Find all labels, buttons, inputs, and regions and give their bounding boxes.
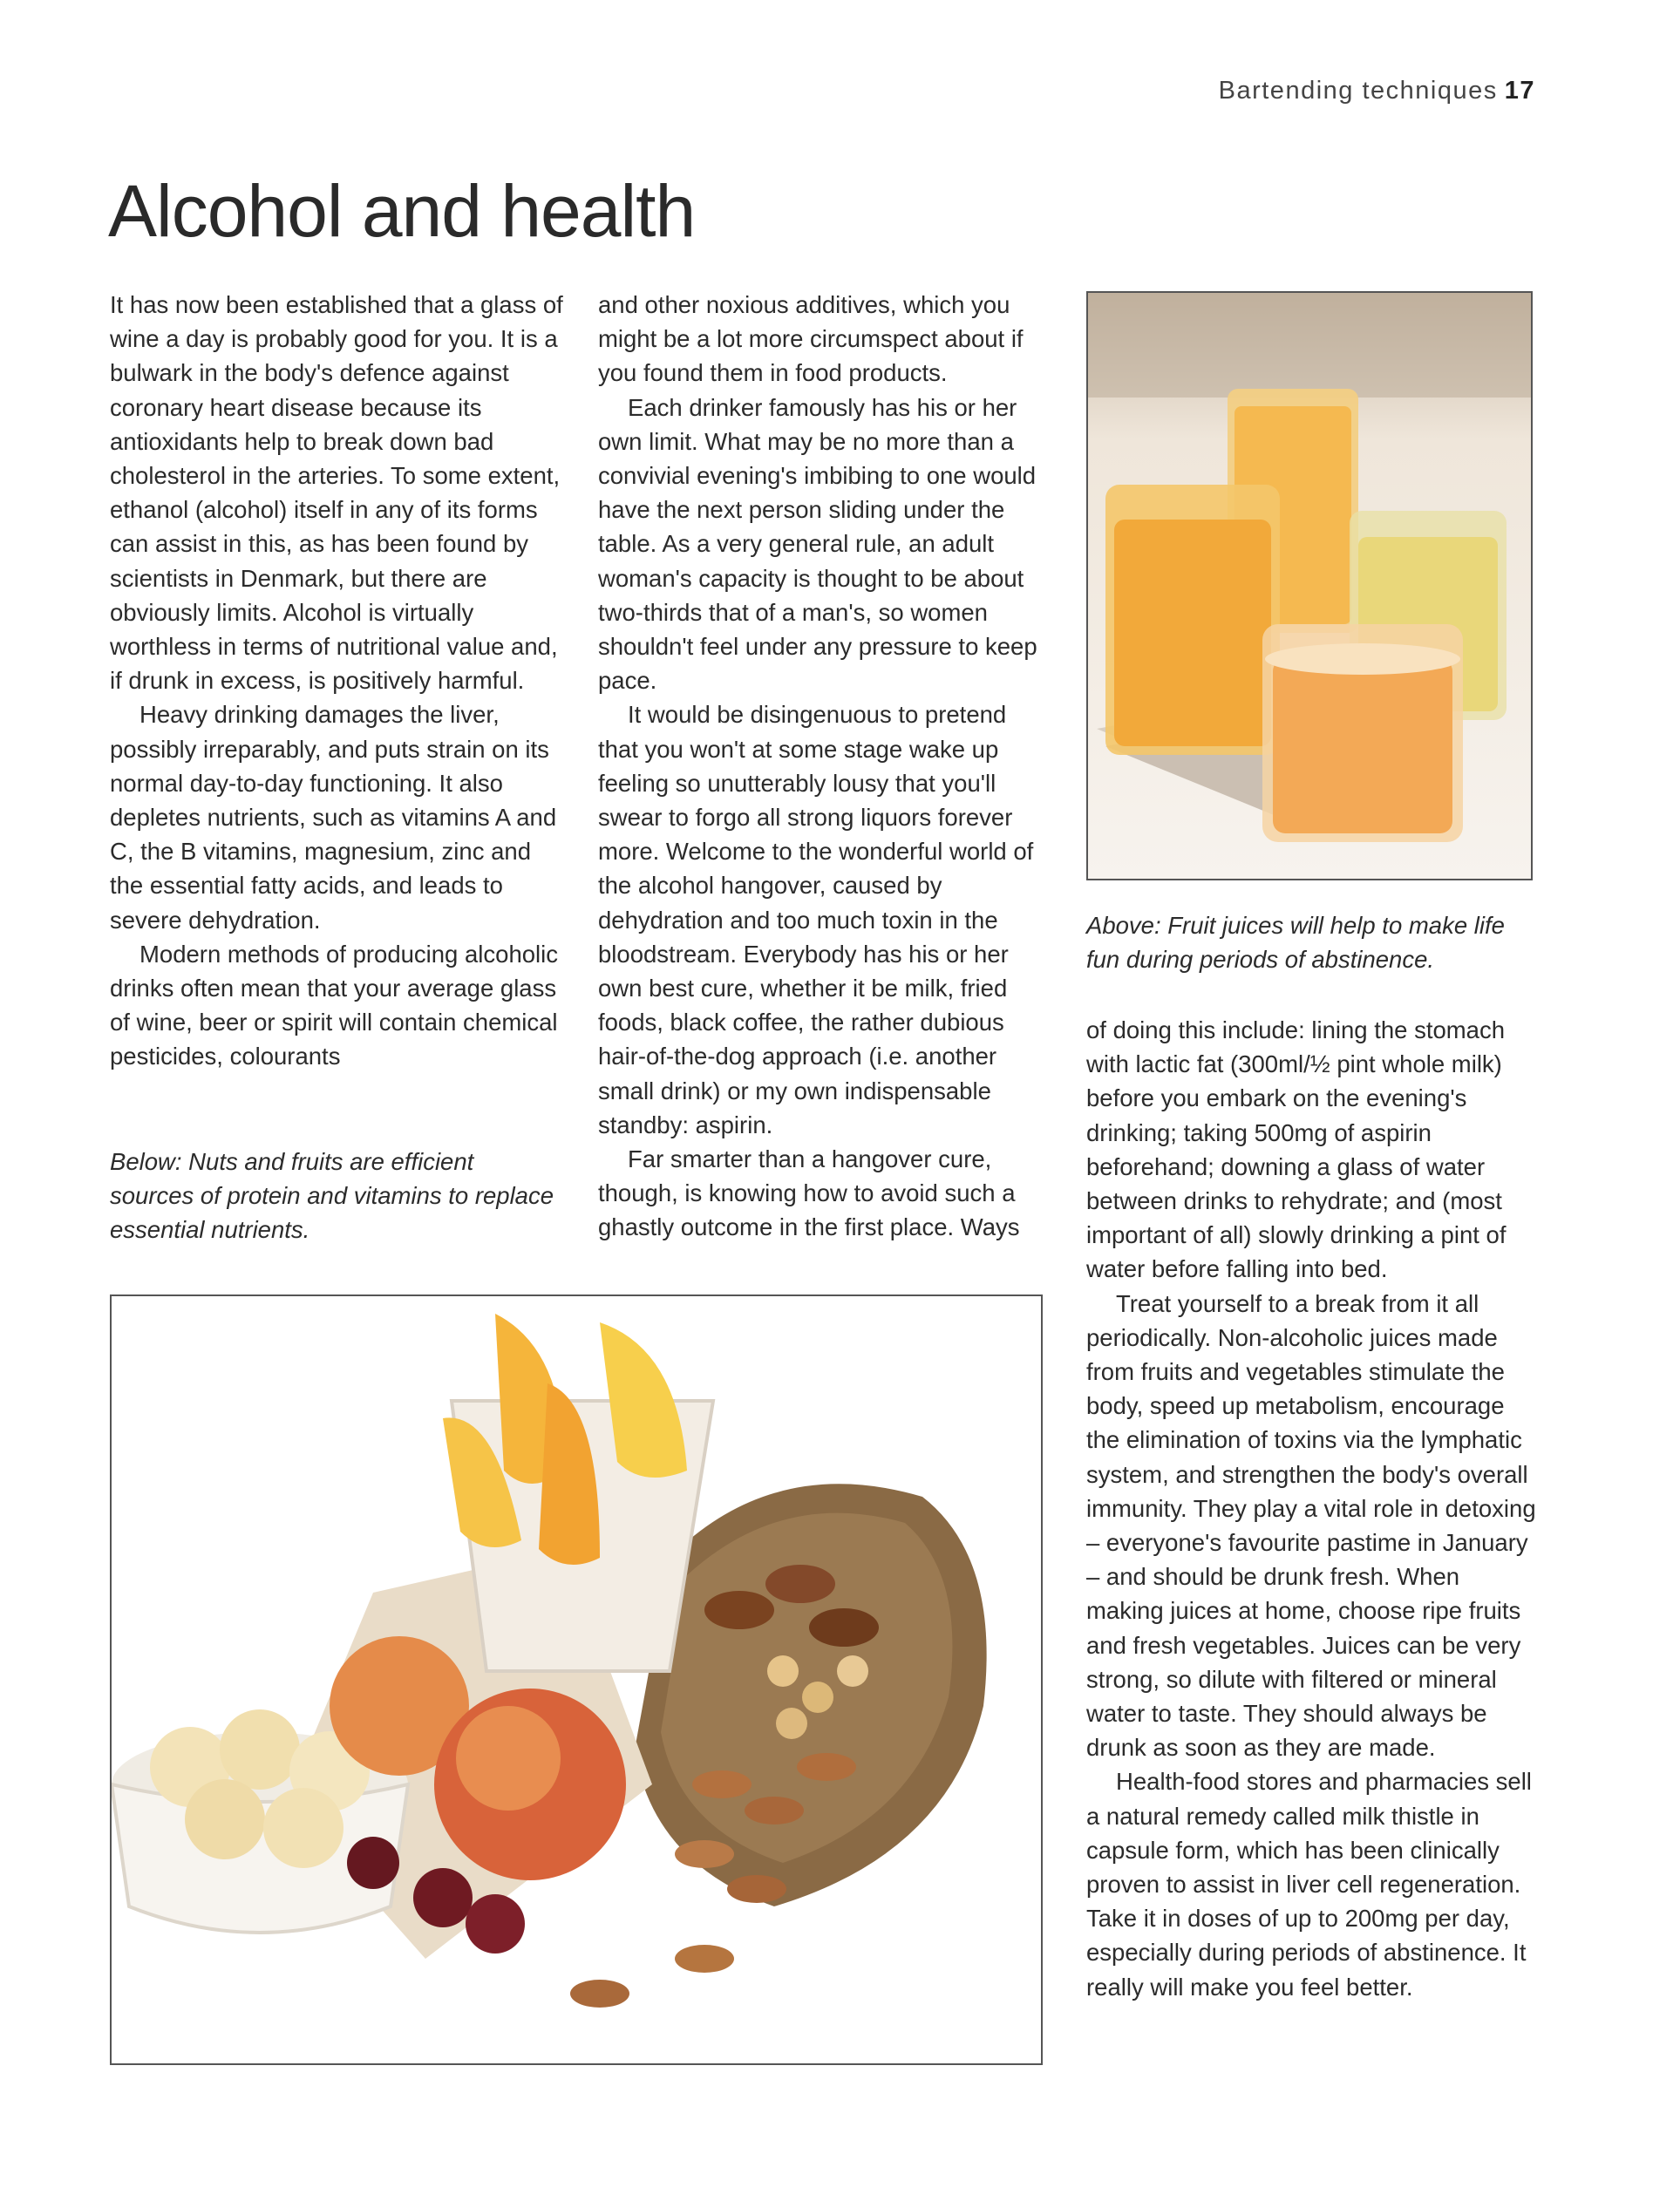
paragraph: Far smarter than a hangover cure, though, is knowing how to avoid such a ghastly outcome in the first place. Ways bbox=[598, 1145, 1020, 1241]
text-column-3 bbox=[1086, 1013, 1540, 2004]
nuts-and-fruits-illustration bbox=[112, 1296, 1041, 2063]
caption-fruit-juices: Above: Fruit juices will help to make life fun during periods of abstinence. bbox=[1086, 912, 1505, 974]
article-title: Alcohol and health bbox=[108, 170, 696, 252]
juice-glasses-illustration bbox=[1088, 293, 1531, 879]
caption-nuts-fruits: Below: Nuts and fruits are efficient sources of protein and vitamins to replace essential nutrients. bbox=[110, 1148, 554, 1244]
paragraph: Health-food stores and pharmacies sell a natural remedy called milk thistle in capsule form, which has been clinically proven to assist in liver cell regeneration. Take it in doses of up to 200mg per day, especially during periods of abstinence. It really will make you feel better. bbox=[1086, 1768, 1532, 2001]
paragraph: It would be disingenuous to pretend that you won't at some stage wake up feeling so unutterably lousy that you'll swear to forgo all strong liquors forever more. Welcome to the wonderful world of the alcohol hangover, caused by dehydration and too much toxin in the bloodstream. Everybody has his or her own best cure, whether it be milk, fried foods, black coffee, the rather dubious hair-of-the-dog approach (i.e. another small drink) or my own indispensable standby: aspirin. bbox=[598, 701, 1034, 1138]
paragraph: Treat yourself to a break from it all periodically. Non-alcoholic juices made from fruits and vegetables stimulate the body, speed up metabolism, encourage the elimination of toxins via the lymphatic system, and strengthen the body's overall immunity. They play a vital role in detoxing – everyone's favourite pastime in January – and should be drunk fresh. When making juices at home, choose ripe fruits and fresh vegetables. Juices can be very strong, so dilute with filtered or mineral water to taste. They should always be drunk as soon as they are made. bbox=[1086, 1289, 1536, 1762]
text-column-2 bbox=[598, 288, 1051, 1245]
paragraph: Heavy drinking damages the liver, possibly irreparably, and puts strain on its normal day-to-day functioning. It also depletes nutrients, such as vitamins A and C, the B vitamins, magnesium, zinc and the essential fatty acids, and leads to severe dehydration. bbox=[110, 701, 557, 934]
running-head-section: Bartending techniques bbox=[1218, 77, 1498, 105]
running-head bbox=[1219, 77, 1535, 105]
juice-glasses-photo bbox=[1086, 291, 1533, 880]
paragraph: Each drinker famously has his or her own limit. What may be no more than a convivial evening's imbibing to one would have the next person sliding under the table. As a very general rule, an adult woman's capacity is thought to be about two-thirds that of a man's, so women shouldn't feel under any pressure to keep pace. bbox=[598, 393, 1037, 695]
paragraph: It has now been established that a glass of wine a day is probably good for you. It is a bulwark in the body's defence against coronary heart disease because its antioxidants help to break down bad cholesterol in the arteries. To some extent, ethanol (alcohol) itself in any of its forms can assist in this, as has been found by scientists in Denmark, but there are obviously limits. Alcohol is virtually worthless in terms of nutritional value and, if drunk in excess, is positively harmful. bbox=[110, 291, 563, 695]
page-number: 17 bbox=[1504, 77, 1535, 105]
paragraph: Modern methods of producing alcoholic drinks often mean that your average glass of wine, beer or spirit will contain chemical pesticides, colourants bbox=[110, 940, 559, 1070]
nuts-and-fruits-photo bbox=[110, 1294, 1043, 2065]
paragraph: of doing this include: lining the stomach with lactic fat (300ml/½ pint whole milk) before you embark on the evening's drinking; taking 500mg of aspirin beforehand; downing a glass of water between drinks to rehydrate; and (most important of all) slowly drinking a pint of water before falling into bed. bbox=[1086, 1016, 1507, 1283]
text-column-1 bbox=[110, 288, 563, 1074]
paragraph: and other noxious additives, which you might be a lot more circumspect about if you found them in food products. bbox=[598, 291, 1024, 387]
